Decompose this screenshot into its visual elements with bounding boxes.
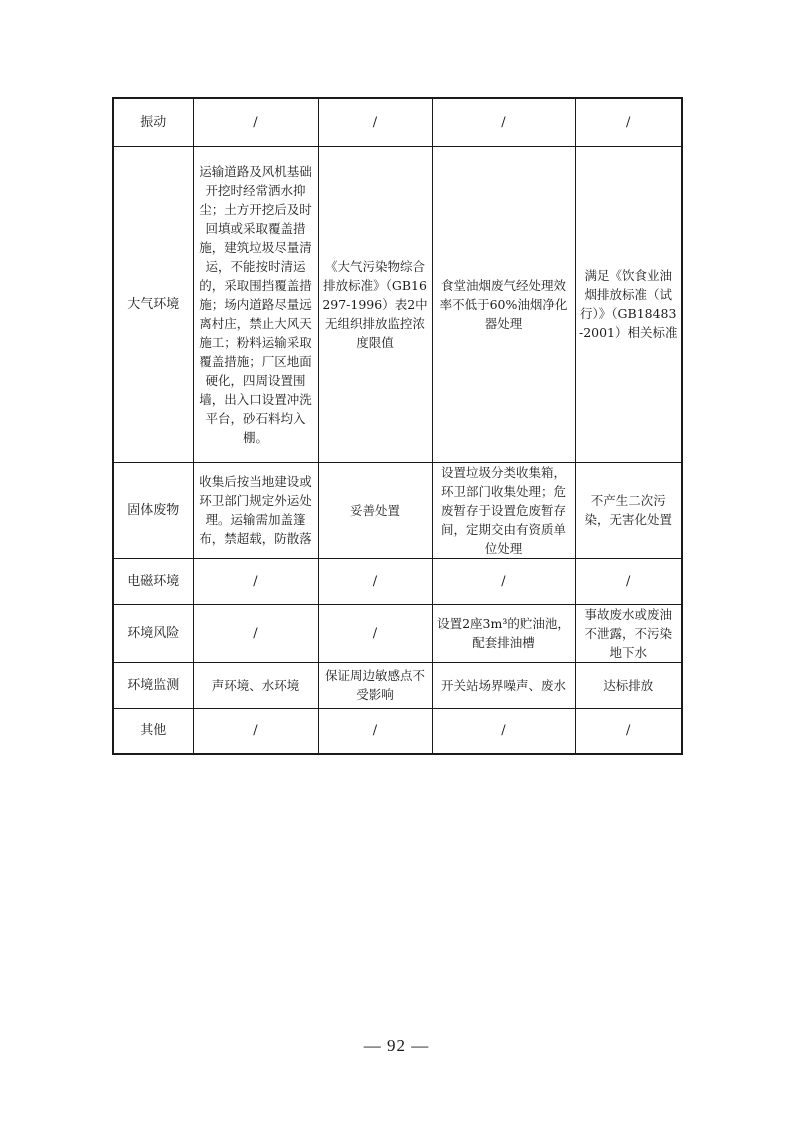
table-cell: 达标排放	[575, 662, 682, 708]
table-row-atmosphere	[113, 146, 682, 462]
table-row-electromagnetic	[113, 558, 682, 604]
table-cell: /	[318, 604, 432, 662]
row-label: 固体废物	[113, 462, 193, 558]
table-cell: /	[575, 558, 682, 604]
table-row-solid-waste	[113, 462, 682, 558]
table-cell: /	[193, 604, 318, 662]
table-cell: /	[432, 558, 575, 604]
table-row-monitoring	[113, 662, 682, 708]
table-cell: 设置垃圾分类收集箱，环卫部门收集处理；危废暂存于设置危废暂存间，定期交由有资质单位处理	[432, 462, 575, 558]
table-cell: /	[193, 98, 318, 146]
table-cell: /	[575, 98, 682, 146]
table-row-environmental-risk	[113, 604, 682, 662]
page-number: — 92 —	[363, 1036, 430, 1055]
table-cell: 满足《饮食业油烟排放标准（试行）》（GB18483-2001）相关标准	[575, 146, 682, 462]
environment-measures-table	[112, 97, 683, 755]
table-row-other	[113, 708, 682, 754]
row-label: 环境监测	[113, 662, 193, 708]
row-label: 电磁环境	[113, 558, 193, 604]
row-label: 振动	[113, 98, 193, 146]
row-label: 环境风险	[113, 604, 193, 662]
table-cell: /	[575, 708, 682, 754]
table-cell: /	[318, 98, 432, 146]
table-cell: /	[318, 708, 432, 754]
table-cell: /	[318, 558, 432, 604]
table-cell: 妥善处置	[318, 462, 432, 558]
table-cell: 设置2座3m³的贮油池，配套排油槽	[432, 604, 575, 662]
table-cell: 收集后按当地建设或环卫部门规定外运处理。运输需加盖篷布，禁超载，防散落	[193, 462, 318, 558]
table-cell: /	[432, 708, 575, 754]
table-row-vibration	[113, 98, 682, 146]
table-cell: 开关站场界噪声、废水	[432, 662, 575, 708]
table-cell: /	[193, 708, 318, 754]
table-cell: 事故废水或废油不泄露，不污染地下水	[575, 604, 682, 662]
row-label: 其他	[113, 708, 193, 754]
table-cell: 保证周边敏感点不受影响	[318, 662, 432, 708]
table-cell: /	[193, 558, 318, 604]
table-cell: 《大气污染物综合排放标准》（GB16297-1996）表2中无组织排放监控浓度限值	[318, 146, 432, 462]
table-cell: 声环境、水环境	[193, 662, 318, 708]
table-cell: 不产生二次污染，无害化处置	[575, 462, 682, 558]
table-cell: 食堂油烟废气经处理效率不低于60%油烟净化器处理	[432, 146, 575, 462]
table-cell: /	[432, 98, 575, 146]
table-cell: 运输道路及风机基础开挖时经常洒水抑尘；土方开挖后及时回填或采取覆盖措施，建筑垃圾尽量清运，不能按时清运的，采取围挡覆盖措施；场内道路尽量远离村庄，禁止大风天施工；粉料运输采取覆盖措施；厂区地面硬化，四周设置围墙，出入口设置冲洗平台，砂石料均入棚。	[193, 146, 318, 462]
row-label: 大气环境	[113, 146, 193, 462]
